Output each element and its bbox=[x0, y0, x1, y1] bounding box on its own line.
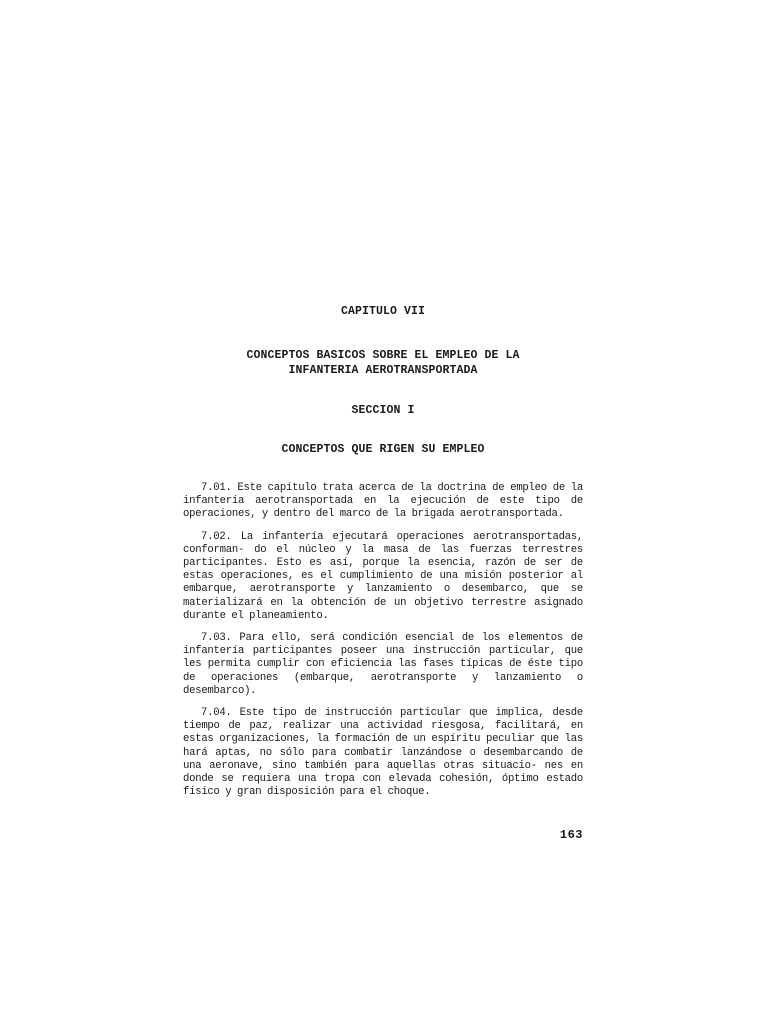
paragraph-7-03: 7.03. Para ello, será condición esencial de los elementos de infantería participantes poseer una instrucción particular, que les permita cumplir con eficiencia las fases típicas de éste tipo de operaciones (embarque, aerotransporte y lanzamiento o desembarco). bbox=[183, 632, 583, 697]
paragraph-7-04: 7.04. Este tipo de instrucción particular que implica, desde tiempo de paz, realizar una actividad riesgosa, facilitará, en estas organizaciones, la formación de un espíritu peculiar que las hará aptas, no sólo para combatir lanzándose o desembarcando de una aeronave, sino también para aquellas otras situacio- nes en donde se requiera una tropa con elevada cohesión, óptimo estado físico y gran disposición para el choque. bbox=[183, 707, 583, 799]
section-title: CONCEPTOS QUE RIGEN SU EMPLEO bbox=[281, 443, 485, 456]
document-page bbox=[183, 0, 583, 1024]
chapter-heading: CAPITULO VII bbox=[340, 305, 425, 318]
chapter-title-line: CONCEPTOS BASICOS SOBRE EL EMPLEO DE LA bbox=[246, 349, 520, 362]
chapter-title-line: INFANTERIA AEROTRANSPORTADA bbox=[288, 363, 478, 377]
chapter-title bbox=[183, 349, 583, 378]
body-text bbox=[183, 482, 583, 799]
paragraph-7-01: 7.01. Este capítulo trata acerca de la doctrina de empleo de la infantería aerotransportada en la ejecución de este tipo de operaciones, y dentro del marco de la brigada aerotransportada. bbox=[183, 482, 583, 521]
section-heading: SECCION I bbox=[351, 404, 415, 417]
page-number: 163 bbox=[559, 828, 583, 842]
paragraph-7-02: 7.02. La infantería ejecutará operaciones aerotransportadas, conforman- do el núcleo y la masa de las fuerzas terrestres participantes. Esto es así, porque la esencia, razón de ser de estas operaciones, es el cumplimiento de una misión posterior al embarque, aerotransporte y lanzamiento o desembarco, que se materializará en la obtención de un objetivo terrestre asignado durante el planeamiento. bbox=[183, 530, 583, 622]
